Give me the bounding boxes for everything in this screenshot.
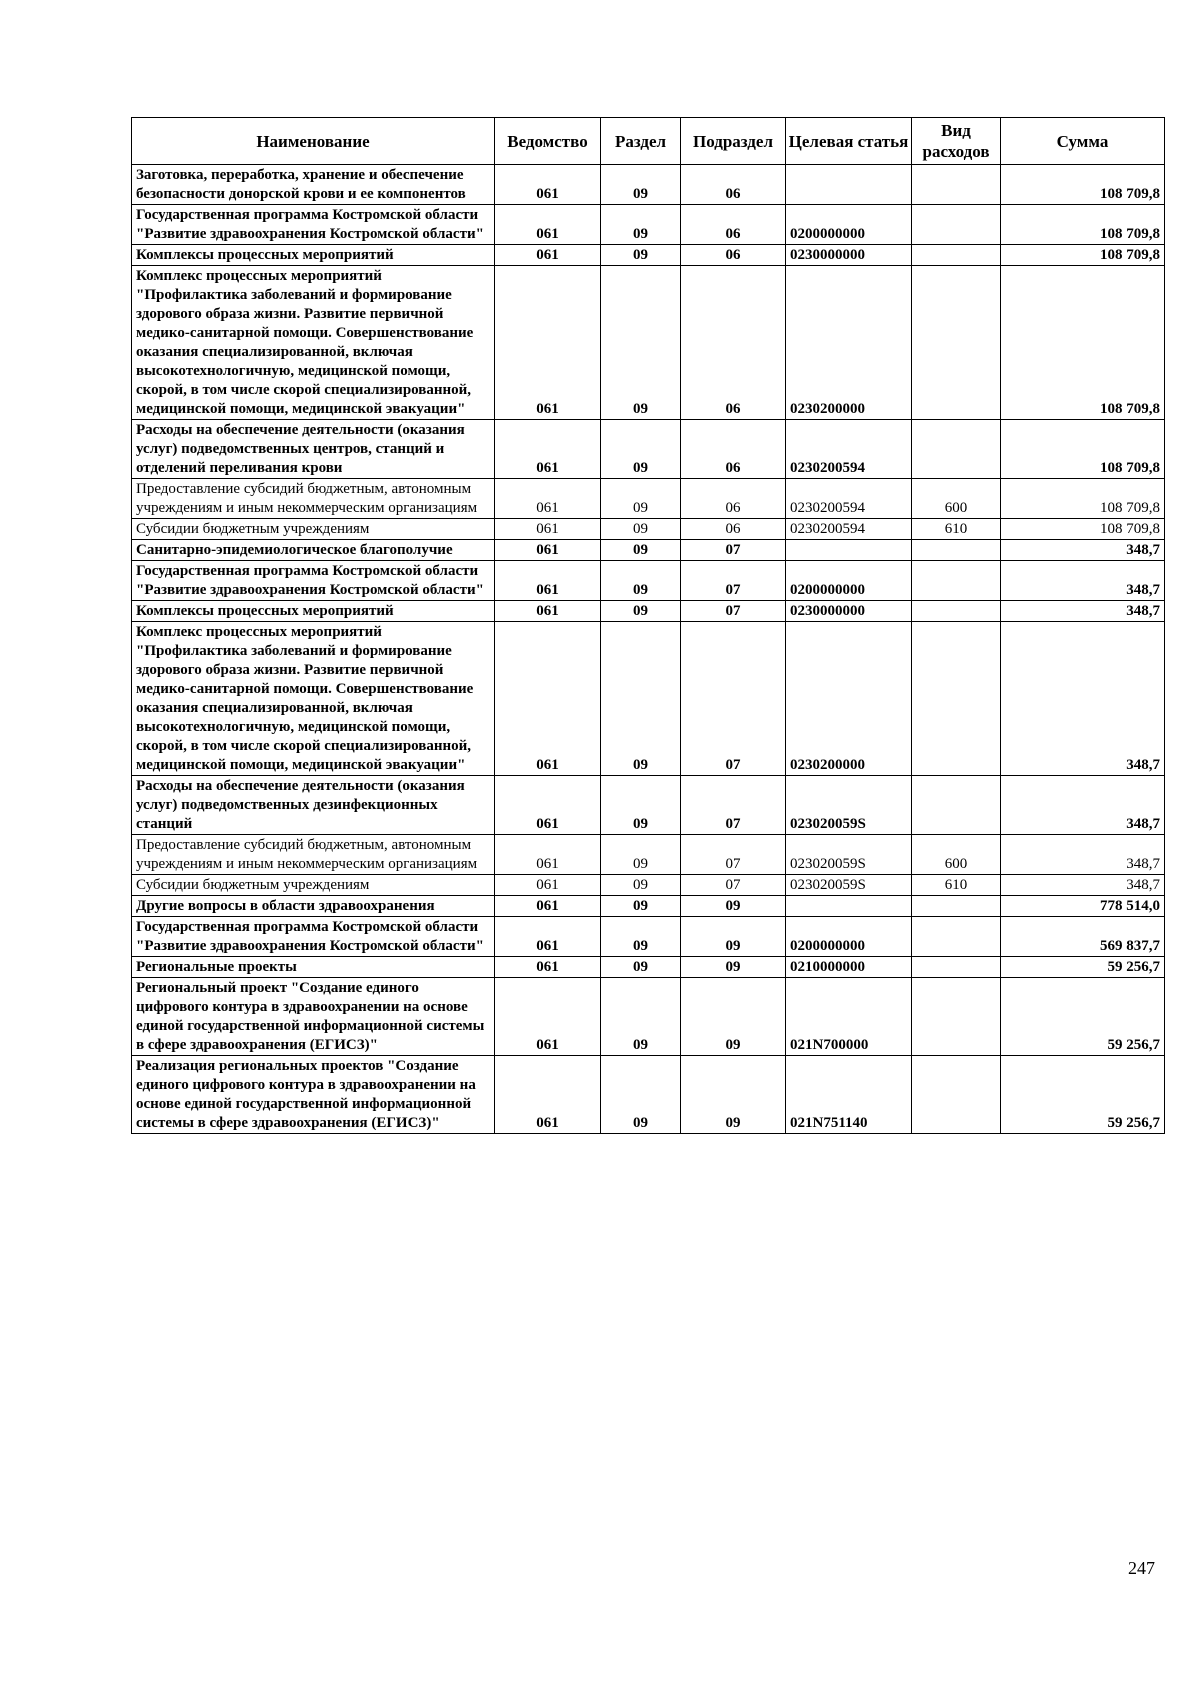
row-razdel: 09 — [601, 420, 681, 479]
row-podrazdel: 06 — [681, 266, 786, 420]
row-razdel: 09 — [601, 875, 681, 896]
row-vedomstvo: 061 — [495, 835, 601, 875]
row-razdel: 09 — [601, 917, 681, 957]
row-vid-rashodov — [912, 601, 1001, 622]
row-vedomstvo: 061 — [495, 776, 601, 835]
row-summa: 348,7 — [1001, 875, 1165, 896]
table-row — [132, 601, 1165, 622]
row-vedomstvo: 061 — [495, 1056, 601, 1134]
row-vedomstvo: 061 — [495, 601, 601, 622]
row-vedomstvo: 061 — [495, 205, 601, 245]
row-vid-rashodov — [912, 420, 1001, 479]
row-vedomstvo: 061 — [495, 917, 601, 957]
row-razdel: 09 — [601, 835, 681, 875]
row-vid-rashodov: 600 — [912, 479, 1001, 519]
table-row — [132, 165, 1165, 205]
table-body — [132, 165, 1165, 1134]
row-razdel: 09 — [601, 896, 681, 917]
row-vid-rashodov — [912, 622, 1001, 776]
row-vedomstvo: 061 — [495, 420, 601, 479]
row-name: Субсидии бюджетным учреждениям — [132, 519, 495, 540]
row-celevaya-statya: 0230000000 — [786, 245, 912, 266]
row-vedomstvo: 061 — [495, 479, 601, 519]
row-name: Государственная программа Костромской области "Развитие здравоохранения Костромской области" — [132, 205, 495, 245]
row-vedomstvo: 061 — [495, 519, 601, 540]
row-name: Заготовка, переработка, хранение и обеспечение безопасности донорской крови и ее компонентов — [132, 165, 495, 205]
table-row — [132, 917, 1165, 957]
row-podrazdel: 06 — [681, 165, 786, 205]
row-summa: 59 256,7 — [1001, 1056, 1165, 1134]
row-vid-rashodov — [912, 561, 1001, 601]
row-name: Расходы на обеспечение деятельности (оказания услуг) подведомственных центров, станций и отделений переливания крови — [132, 420, 495, 479]
row-name: Государственная программа Костромской области "Развитие здравоохранения Костромской области" — [132, 917, 495, 957]
row-summa: 108 709,8 — [1001, 165, 1165, 205]
row-vedomstvo: 061 — [495, 561, 601, 601]
row-celevaya-statya — [786, 540, 912, 561]
row-vedomstvo: 061 — [495, 266, 601, 420]
row-razdel: 09 — [601, 519, 681, 540]
header-name: Наименование — [132, 118, 495, 165]
row-celevaya-statya: 0200000000 — [786, 205, 912, 245]
row-podrazdel: 06 — [681, 519, 786, 540]
row-celevaya-statya: 0230000000 — [786, 601, 912, 622]
row-celevaya-statya: 0230200594 — [786, 519, 912, 540]
row-celevaya-statya: 0200000000 — [786, 561, 912, 601]
row-celevaya-statya: 0230200594 — [786, 479, 912, 519]
row-podrazdel: 07 — [681, 776, 786, 835]
row-vid-rashodov — [912, 896, 1001, 917]
row-podrazdel: 07 — [681, 540, 786, 561]
row-podrazdel: 09 — [681, 1056, 786, 1134]
row-celevaya-statya: 023020059S — [786, 875, 912, 896]
row-razdel: 09 — [601, 266, 681, 420]
row-razdel: 09 — [601, 561, 681, 601]
row-podrazdel: 07 — [681, 875, 786, 896]
header-vid-rashodov: Вид расходов — [912, 118, 1001, 165]
row-summa: 59 256,7 — [1001, 978, 1165, 1056]
table-row — [132, 1056, 1165, 1134]
row-vid-rashodov: 600 — [912, 835, 1001, 875]
table-row — [132, 266, 1165, 420]
row-summa: 348,7 — [1001, 561, 1165, 601]
row-name: Предоставление субсидий бюджетным, автономным учреждениям и иным некоммерческим организациям — [132, 835, 495, 875]
table-row — [132, 776, 1165, 835]
row-vid-rashodov — [912, 245, 1001, 266]
row-podrazdel: 09 — [681, 957, 786, 978]
row-name: Расходы на обеспечение деятельности (оказания услуг) подведомственных дезинфекционных станций — [132, 776, 495, 835]
row-vedomstvo: 061 — [495, 875, 601, 896]
row-name: Предоставление субсидий бюджетным, автономным учреждениям и иным некоммерческим организациям — [132, 479, 495, 519]
table-row — [132, 622, 1165, 776]
row-vid-rashodov — [912, 266, 1001, 420]
row-podrazdel: 07 — [681, 561, 786, 601]
row-vedomstvo: 061 — [495, 978, 601, 1056]
row-summa: 108 709,8 — [1001, 519, 1165, 540]
header-celevaya-statya: Целевая статья — [786, 118, 912, 165]
row-razdel: 09 — [601, 165, 681, 205]
row-razdel: 09 — [601, 957, 681, 978]
row-name: Другие вопросы в области здравоохранения — [132, 896, 495, 917]
row-vedomstvo: 061 — [495, 957, 601, 978]
row-vedomstvo: 061 — [495, 165, 601, 205]
row-razdel: 09 — [601, 245, 681, 266]
row-summa: 348,7 — [1001, 776, 1165, 835]
table-row — [132, 896, 1165, 917]
row-summa: 348,7 — [1001, 622, 1165, 776]
row-summa: 108 709,8 — [1001, 245, 1165, 266]
row-summa: 348,7 — [1001, 601, 1165, 622]
row-celevaya-statya: 021N751140 — [786, 1056, 912, 1134]
row-celevaya-statya: 0230200000 — [786, 622, 912, 776]
row-summa: 348,7 — [1001, 835, 1165, 875]
row-vid-rashodov: 610 — [912, 875, 1001, 896]
row-vid-rashodov — [912, 1056, 1001, 1134]
row-razdel: 09 — [601, 622, 681, 776]
row-name: Субсидии бюджетным учреждениям — [132, 875, 495, 896]
row-summa: 569 837,7 — [1001, 917, 1165, 957]
row-vedomstvo: 061 — [495, 540, 601, 561]
row-razdel: 09 — [601, 1056, 681, 1134]
row-vid-rashodov — [912, 957, 1001, 978]
header-vedomstvo: Ведомство — [495, 118, 601, 165]
header-podrazdel: Подраздел — [681, 118, 786, 165]
table-row — [132, 561, 1165, 601]
row-razdel: 09 — [601, 601, 681, 622]
row-celevaya-statya: 023020059S — [786, 776, 912, 835]
row-name: Комплексы процессных мероприятий — [132, 601, 495, 622]
row-razdel: 09 — [601, 540, 681, 561]
budget-table — [131, 117, 1165, 1134]
row-celevaya-statya: 0210000000 — [786, 957, 912, 978]
row-name: Комплекс процессных мероприятий "Профилактика заболеваний и формирование здорового образа жизни. Развитие первичной медико-санитарной помощи. Совершенствование оказания специализированной, включая высокотехнологичную, медицинской помощи, скорой, в том числе скорой специализированной, медицинской помощи, медицинской эвакуации" — [132, 622, 495, 776]
row-celevaya-statya — [786, 165, 912, 205]
row-razdel: 09 — [601, 776, 681, 835]
row-podrazdel: 06 — [681, 245, 786, 266]
table-row — [132, 519, 1165, 540]
row-podrazdel: 06 — [681, 205, 786, 245]
row-name: Комплекс процессных мероприятий "Профилактика заболеваний и формирование здорового образа жизни. Развитие первичной медико-санитарной помощи. Совершенствование оказания специализированной, включая высокотехнологичную, медицинской помощи, скорой, в том числе скорой специализированной, медицинской помощи, медицинской эвакуации" — [132, 266, 495, 420]
table-row — [132, 479, 1165, 519]
row-celevaya-statya: 021N700000 — [786, 978, 912, 1056]
row-summa: 348,7 — [1001, 540, 1165, 561]
row-name: Комплексы процессных мероприятий — [132, 245, 495, 266]
table-row — [132, 540, 1165, 561]
table-row — [132, 978, 1165, 1056]
row-razdel: 09 — [601, 978, 681, 1056]
row-podrazdel: 07 — [681, 601, 786, 622]
table-row — [132, 835, 1165, 875]
row-summa: 59 256,7 — [1001, 957, 1165, 978]
row-vedomstvo: 061 — [495, 245, 601, 266]
row-podrazdel: 09 — [681, 896, 786, 917]
row-podrazdel: 07 — [681, 835, 786, 875]
row-razdel: 09 — [601, 479, 681, 519]
row-podrazdel: 06 — [681, 479, 786, 519]
table-header-row — [132, 118, 1165, 165]
row-podrazdel: 07 — [681, 622, 786, 776]
row-summa: 108 709,8 — [1001, 205, 1165, 245]
row-podrazdel: 09 — [681, 978, 786, 1056]
row-celevaya-statya — [786, 896, 912, 917]
row-vid-rashodov — [912, 978, 1001, 1056]
row-vid-rashodov — [912, 165, 1001, 205]
table-row — [132, 205, 1165, 245]
header-razdel: Раздел — [601, 118, 681, 165]
row-vid-rashodov — [912, 205, 1001, 245]
row-vid-rashodov: 610 — [912, 519, 1001, 540]
row-name: Государственная программа Костромской области "Развитие здравоохранения Костромской области" — [132, 561, 495, 601]
row-vid-rashodov — [912, 540, 1001, 561]
row-summa: 108 709,8 — [1001, 420, 1165, 479]
row-podrazdel: 06 — [681, 420, 786, 479]
row-celevaya-statya: 0200000000 — [786, 917, 912, 957]
row-celevaya-statya: 0230200000 — [786, 266, 912, 420]
row-name: Региональный проект "Создание единого цифрового контура в здравоохранении на основе единой государственной информационной системы в сфере здравоохранения (ЕГИСЗ)" — [132, 978, 495, 1056]
row-celevaya-statya: 023020059S — [786, 835, 912, 875]
header-summa: Сумма — [1001, 118, 1165, 165]
page-number: 247 — [1128, 1558, 1155, 1578]
row-vedomstvo: 061 — [495, 622, 601, 776]
row-name: Реализация региональных проектов "Создание единого цифрового контура в здравоохранении на основе единой государственной информационной системы в сфере здравоохранения (ЕГИСЗ)" — [132, 1056, 495, 1134]
row-name: Санитарно-эпидемиологическое благополучие — [132, 540, 495, 561]
table-row — [132, 957, 1165, 978]
budget-document — [131, 117, 1164, 1134]
row-razdel: 09 — [601, 205, 681, 245]
row-celevaya-statya: 0230200594 — [786, 420, 912, 479]
row-vid-rashodov — [912, 917, 1001, 957]
table-row — [132, 875, 1165, 896]
row-podrazdel: 09 — [681, 917, 786, 957]
row-summa: 108 709,8 — [1001, 266, 1165, 420]
table-row — [132, 245, 1165, 266]
table-row — [132, 420, 1165, 479]
row-name: Региональные проекты — [132, 957, 495, 978]
row-vid-rashodov — [912, 776, 1001, 835]
row-summa: 108 709,8 — [1001, 479, 1165, 519]
row-vedomstvo: 061 — [495, 896, 601, 917]
row-summa: 778 514,0 — [1001, 896, 1165, 917]
